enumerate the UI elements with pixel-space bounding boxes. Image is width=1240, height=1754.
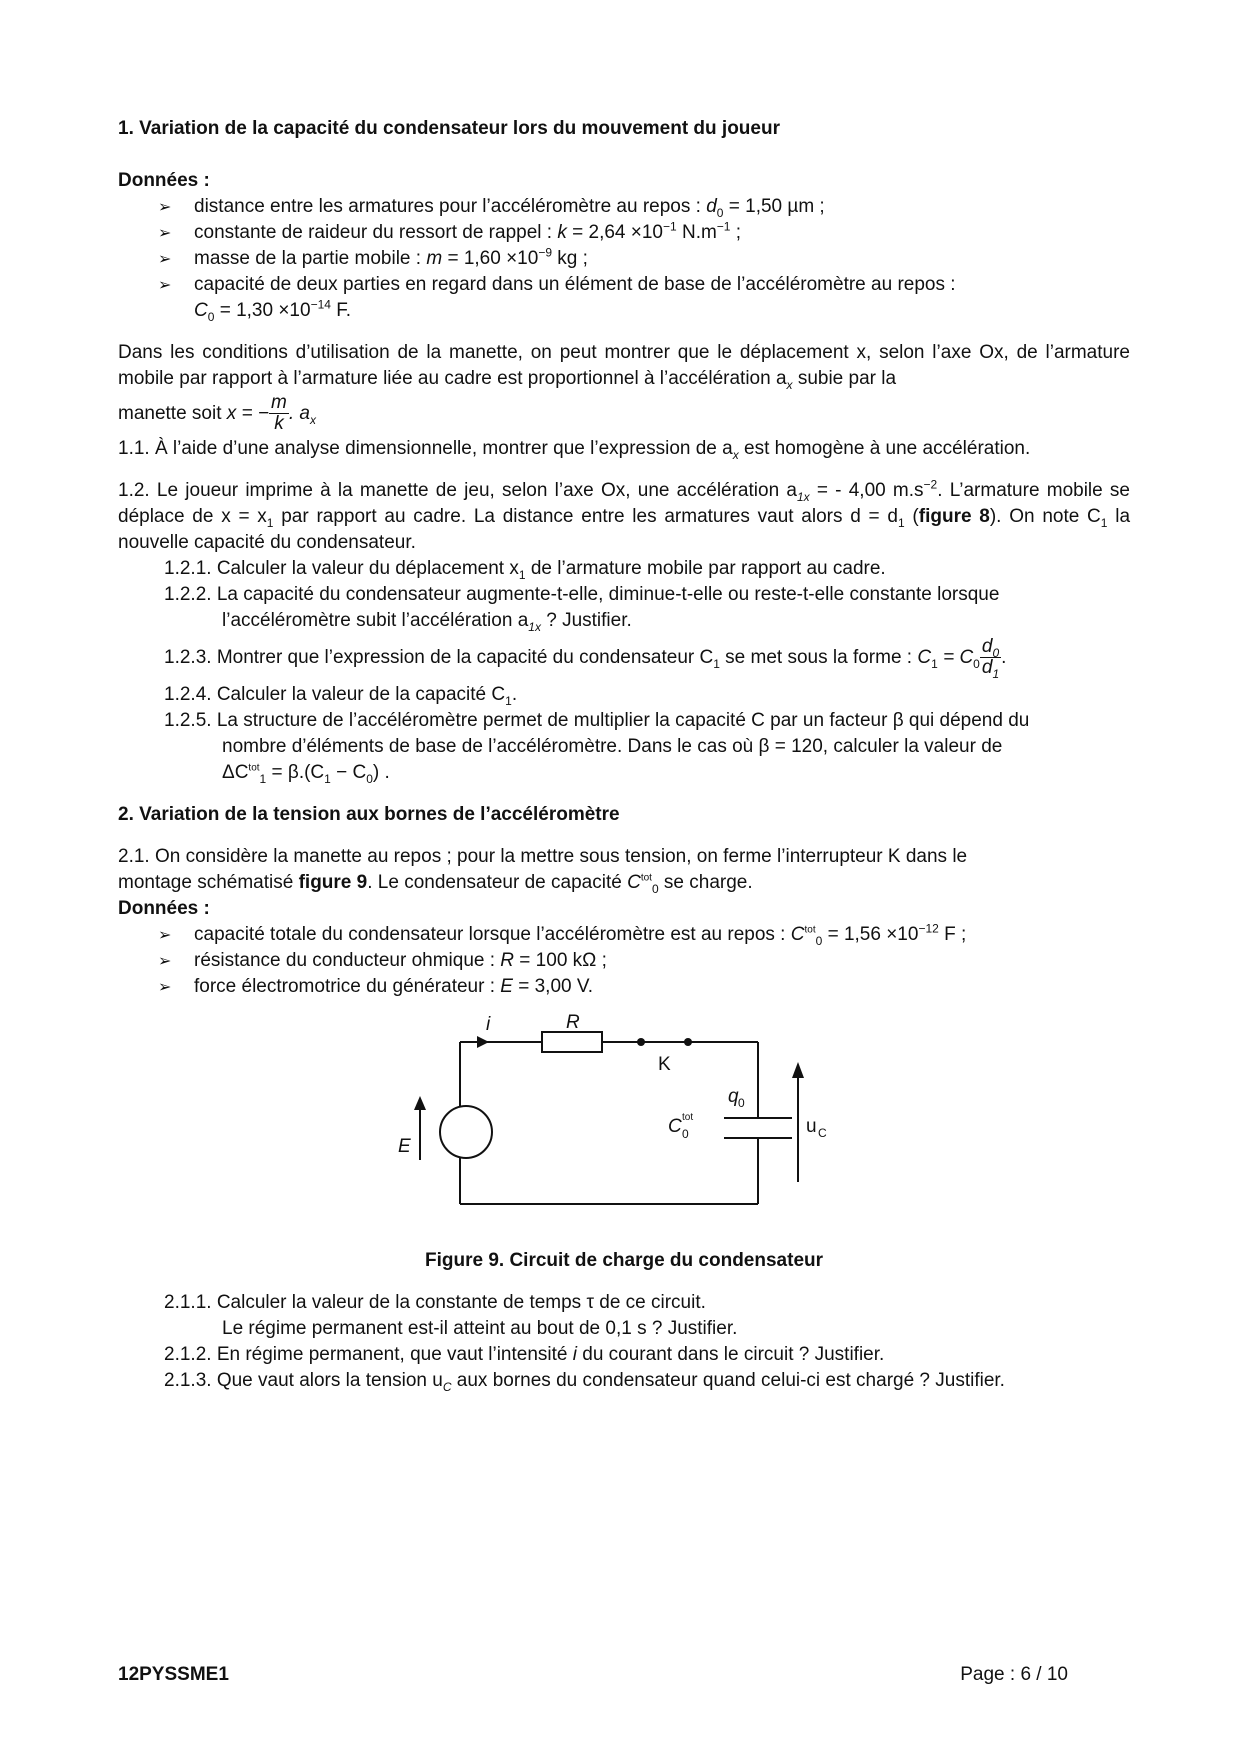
current-arrow-head xyxy=(477,1036,489,1048)
page-number: Page : 6 / 10 xyxy=(960,1664,1068,1685)
donnee-distance: ➢ distance entre les armatures pour l’accéléromètre au repos : $d_0 = 1,50$ µm ; xyxy=(158,194,1130,220)
generator-E xyxy=(440,1106,492,1158)
arrow-uC-head xyxy=(792,1062,804,1078)
question-1-2-5: 1.2.5. La structure de l’accéléromètre permet de multiplier la capacité C par un facteur β qui dépend du nombre d’éléments de base de l’accéléromètre. Dans le cas où β = 120, calculer la valeur de $\Delta C^{tot}_1 = \beta.(C_1 - C_0)$ . xyxy=(164,710,1030,786)
intro-paragraph: Dans les conditions d’utilisation de la manette, on peut montrer que le déplacement x, selon l’axe Ox, de l’armature mobile par rapport à l’armature liée au cadre est proportionnel à l’accélération $a_x$ subie par la xyxy=(118,342,1130,392)
label-R: R xyxy=(566,1012,580,1033)
question-1-1: 1.1. À l’aide d’une analyse dimensionnelle, montrer que l’expression de $a_x$ est homogène à une accélération. xyxy=(118,438,1031,462)
question-2-1-2: 2.1.2. En régime permanent, que vaut l’intensité i du courant dans le circuit ? Justifier. xyxy=(164,1344,885,1365)
label-E: E xyxy=(398,1136,411,1157)
switch-contact-right xyxy=(684,1038,692,1046)
formula-fraction-d0-d1: $\frac{d_0}{d_1}$ xyxy=(981,636,1000,682)
document-page xyxy=(118,116,1130,1394)
label-q0: q xyxy=(728,1086,739,1107)
section-2-title: 2. Variation de la tension aux bornes de l’accéléromètre xyxy=(118,804,620,825)
label-q0-sub: 0 xyxy=(738,1096,745,1110)
label-uC-sub: C xyxy=(818,1126,827,1140)
switch-contact-left xyxy=(637,1038,645,1046)
figure-9-caption: Figure 9. Circuit de charge du condensateur xyxy=(424,1250,824,1271)
donnees-list-2 xyxy=(118,922,1130,1000)
question-2-1-3: 2.1.3. Que vaut alors la tension $u_C$ aux bornes du condensateur quand celui-ci est chargé ? Justifier. xyxy=(164,1370,1005,1394)
donnees-label-1: Données : xyxy=(118,170,210,191)
donnee-fem: ➢ force électromotrice du générateur : E = 3,00 V. xyxy=(158,974,1130,1000)
question-1-2-2: 1.2.2. La capacité du condensateur augmente-t-elle, diminue-t-elle ou reste-t-elle constante lorsque l’accéléromètre subit l’accélération $a_{1x}$ ? Justifier. xyxy=(164,584,1000,634)
arrow-E-head xyxy=(414,1096,426,1110)
label-C0tot-sup: tot xyxy=(682,1112,694,1123)
question-2-1: 2.1. On considère la manette au repos ; pour la mettre sous tension, on ferme l’interrupteur K dans le montage schématisé figure 9. Le condensateur de capacité $C^{tot}_0$ se charge. xyxy=(118,846,968,896)
donnee-raideur: ➢ constante de raideur du ressort de rappel : $k = 2,64 \times 10^{-1}$ $N.m^{-1}$ ; xyxy=(158,220,1130,246)
question-1-2-3: 1.2.3. Montrer que l’expression de la capacité du condensateur $C_1$ se met sous la forme : $C_1 = C_0$ $\frac{d_0}{d_1}$ . xyxy=(164,636,1007,682)
resistor-R xyxy=(542,1032,602,1052)
donnee-capacite-totale: ➢ capacité totale du condensateur lorsque l’accéléromètre est au repos : $C^{tot}_0 = 1,56 \times 10^{-12}$ F ; xyxy=(158,922,1130,948)
question-1-2-1: 1.2.1. Calculer la valeur du déplacement $x_1$ de l’armature mobile par rapport au cadre. xyxy=(164,558,886,582)
donnee-capacite: ➢ capacité de deux parties en regard dans un élément de base de l’accéléromètre au repos : $C_0 = 1,30 \times 10^{-14}$ F. xyxy=(158,272,1130,324)
circuit-diagram xyxy=(118,1010,1130,1248)
label-C0tot-sub: 0 xyxy=(682,1127,689,1141)
document-code: 12PYSSME1 xyxy=(118,1664,229,1685)
label-uC: u xyxy=(806,1116,817,1137)
label-i: i xyxy=(486,1014,491,1035)
question-1-2: 1.2. Le joueur imprime à la manette de jeu, selon l’axe Ox, une accélération $a_{1x}$ = - 4,00 $m.s^{-2}$. L’armature mobile se déplace de $x = x_1$ par rapport au cadre. La distance entre les armatures vaut alors $d = d_1$ (figure 8). On note $C_1$ la nouvelle capacité du condensateur. xyxy=(118,477,1131,553)
donnee-masse: ➢ masse de la partie mobile : $m = 1,60 \times 10^{-9}$ kg ; xyxy=(158,246,1130,272)
manette-formula-line: manette soit x = − $\frac{m}{k}$ . $a_x$ xyxy=(118,392,316,435)
formula-fraction-m-k: $\frac{m}{k}$ xyxy=(271,392,287,435)
donnee-resistance: ➢ résistance du conducteur ohmique : R = 100 kΩ ; xyxy=(158,948,1130,974)
label-K: K xyxy=(658,1054,671,1075)
question-2-1-1: 2.1.1. Calculer la valeur de la constante de temps τ de ce circuit. Le régime permanent est-il atteint au bout de 0,1 s ? Justifier. xyxy=(164,1292,738,1339)
donnees-list-1 xyxy=(118,194,1130,324)
question-1-2-4: 1.2.4. Calculer la valeur de la capacité $C_1$. xyxy=(164,684,518,708)
label-C0tot: C xyxy=(668,1116,682,1137)
section-1-title: 1. Variation de la capacité du condensateur lors du mouvement du joueur xyxy=(118,118,780,139)
figure-9 xyxy=(118,1010,1130,1248)
donnees-label-2: Données : xyxy=(118,898,210,919)
